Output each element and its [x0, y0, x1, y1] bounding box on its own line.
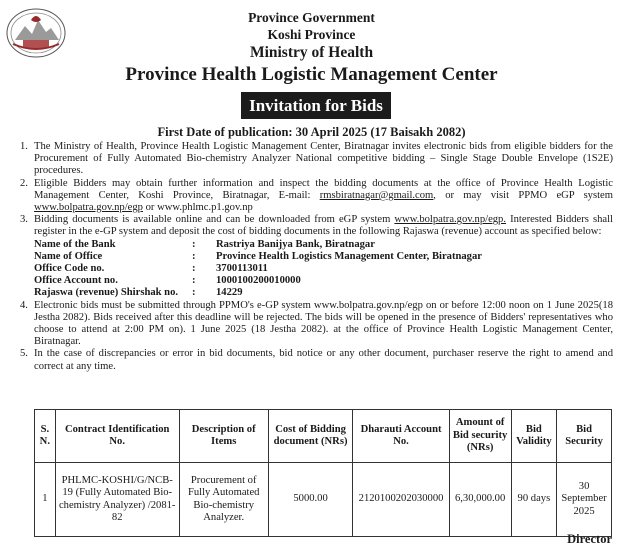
notice-item-3	[0, 214, 623, 238]
item-number: 1.	[20, 141, 28, 152]
bank-label: Name of Office	[34, 250, 103, 262]
province-name-heading: Koshi Province	[267, 27, 356, 42]
cell-sn: 1	[35, 463, 56, 537]
item-number: 3.	[20, 214, 28, 226]
bank-colon: :	[192, 238, 196, 250]
item-number: 2.	[20, 177, 28, 189]
header-contract-id: Contract Identification No.	[55, 410, 179, 463]
province-government-heading: Province Government	[248, 10, 375, 25]
table-header-row	[35, 410, 612, 463]
bank-label: Rajaswa (revenue) Shirshak no.	[34, 287, 179, 299]
bank-label: Office Code no.	[34, 263, 105, 274]
item-text: The Ministry of Health, Province Health Logistic Management Center, Biratnagar invites electronic bids from eligible bidders for the Procurement of Fully Automated Bio-chemistry Analyzer National competitive bidding – Single Stage Double Envelope (1S2E) procedures.	[34, 141, 613, 177]
header-description: Description of Items	[179, 410, 268, 463]
cell-validity: 90 days	[511, 463, 556, 537]
bank-row	[0, 239, 623, 251]
cell-security-amount: 6,30,000.00	[449, 463, 511, 537]
item-text: Bidding documents is available online and can be downloaded from eGP system	[34, 214, 395, 226]
item-text: Electronic bids must be submitted through PPMO's e-GP system www.bolpatra.gov.np/egp on or before 12:00 noon on 1 June 2025(18 Jestha 2082). Bids received after this deadline will be rejected. The bids will be opened in the presence of Bidders' representatives who choose to attend at 2:00 PM on). 1 June 2025 (18 Jestha 2082). at the office of Province Health Logistic Management Center, Biratnagar.	[34, 299, 613, 348]
bank-value: 1000100200010000	[216, 275, 301, 287]
header-validity: Bid Validity	[511, 410, 556, 463]
table-row	[35, 463, 612, 537]
item-text: , or may visit PPMO eGP system	[433, 189, 613, 201]
egp-link[interactable]: www.bolpatra.gov.np/egp	[34, 202, 143, 214]
item-text: Interested Bidders shall register in the e-GP system and deposit the cost of bidding documents in the following Rajaswa (revenue) account as specified below:	[34, 214, 613, 238]
header-account: Dharauti Account No.	[353, 410, 449, 463]
item-text: In the case of discrepancies or error in bid documents, bid notice or any other document, purchaser reserve the right to amend and correct at any time.	[34, 348, 613, 372]
notice-item-1	[0, 141, 623, 178]
item-number: 4.	[20, 299, 28, 311]
header-security-amount: Amount of Bid security (NRs)	[449, 410, 511, 463]
bank-value: 3700113011	[216, 263, 268, 274]
bank-value: Rastriya Banijya Bank, Biratnagar	[216, 238, 375, 250]
header-cost: Cost of Bidding document (NRs)	[268, 410, 353, 463]
bank-row	[0, 263, 623, 275]
notice-item-2	[0, 178, 623, 215]
bank-colon: :	[192, 275, 196, 287]
bank-row	[0, 275, 623, 287]
bank-colon: :	[192, 250, 196, 262]
ministry-heading: Ministry of Health	[249, 44, 374, 61]
item-text: or www.phlmc.p1.gov.np	[142, 202, 253, 214]
invitation-banner: Invitation for Bids	[241, 92, 391, 119]
organization-heading: Province Health Logistic Management Center	[125, 64, 498, 85]
notice-item-4	[0, 300, 623, 349]
email-link[interactable]: rmsbiratnagar@gmail.com	[319, 189, 434, 201]
signature-director: Director	[567, 532, 612, 546]
notice-item-5	[0, 348, 623, 372]
bank-details	[0, 239, 623, 300]
notice-body	[0, 141, 623, 373]
header-bid-security: Bid Security	[557, 410, 612, 463]
cell-contract-id: PHLMC-KOSHI/G/NCB-19 (Fully Automated Bio-chemistry Analyzer) /2081-82	[55, 463, 179, 537]
header-sn: S. N.	[35, 410, 56, 463]
cell-description: Procurement of Fully Automated Bio-chemistry Analyzer.	[179, 463, 268, 537]
publication-date: First Date of publication: 30 April 2025 (17 Baisakh 2082)	[157, 125, 466, 139]
cell-bid-security: 30 September 2025	[557, 463, 612, 537]
item-number: 5.	[20, 348, 28, 360]
bank-colon: :	[192, 287, 196, 299]
bank-label: Office Account no.	[34, 275, 118, 287]
item-text: Eligible Bidders may obtain further information and inspect the bidding documents at the office of Province Health Logistic Management Center, Koshi Province, Biratnagar, E-mail:	[34, 177, 613, 201]
egp-link[interactable]: www.bolpatra.gov.np/egp.	[394, 214, 507, 226]
bank-value: 14229	[216, 287, 243, 299]
bank-label: Name of the Bank	[34, 238, 116, 250]
cell-account: 2120100202030000	[353, 463, 449, 537]
bid-details-table	[34, 409, 612, 537]
bank-row	[0, 287, 623, 299]
bank-value: Province Health Logistics Management Center, Biratnagar	[216, 250, 482, 262]
bank-colon: :	[192, 263, 196, 274]
bank-row	[0, 251, 623, 263]
cell-cost: 5000.00	[268, 463, 353, 537]
